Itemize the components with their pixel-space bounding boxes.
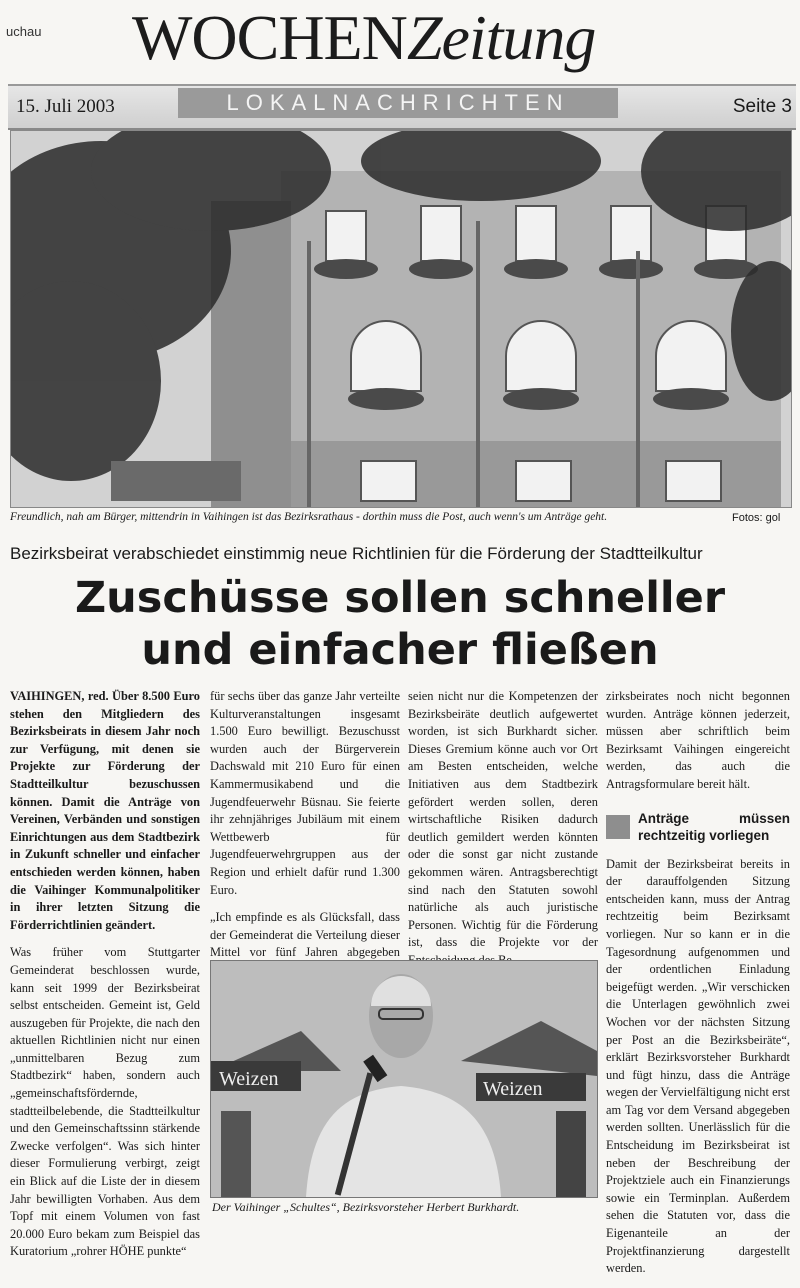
article-column-4 [606, 688, 790, 1288]
masthead [0, 0, 800, 132]
page-number: Seite 3 [732, 96, 792, 117]
issue-date: 15. Juli 2003 [16, 96, 115, 117]
photo-credit: Fotos: gol [732, 512, 781, 524]
town-hall-illustration [11, 131, 791, 507]
article-paragraph: „Ich empfinde es als Glücksfall, dass der Gemeinderat die Verteilung dieser Mittel vor fünf Jahren abgegeben [210, 910, 400, 960]
article-paragraph: seien nicht nur die Kompetenzen der Bezirksbeiräte deutlich aufgewertet worden, ist sich Burkhardt sicher. Dieses Gremium könne auch vor Ort am Besten entscheiden, welche Initiativen aus dem Stadtbezirk gefördert werden sollen, deren wirtschaftliche Risiken dadurch deutlich gemildert werden könnten oder die sonst gar nicht zustande gekommen wären. Antragsberechtigt sind nach den Statuten sowohl natürliche als auch juristische Personen. Wichtig für die Förderung ist, dass die Projekte vor der [408, 689, 598, 950]
town-hall-photo [10, 130, 792, 508]
newspaper-logo [132, 2, 596, 73]
main-photo-caption: Freundlich, nah am Bürger, mittendrin in Vaihingen ist das Bezirksrathaus - dorthin muss die Post, auch wenn's um Anträge geht. [10, 511, 608, 523]
logo-part-1: WOCHEN [132, 2, 407, 73]
article-column-3 [408, 688, 598, 980]
subheading-marker-icon [606, 815, 630, 839]
logo-part-2: Zeitung [406, 2, 596, 73]
article-column-1 [10, 688, 200, 1271]
article-headline [10, 572, 790, 676]
umbrella-text-left: Weizen [219, 1068, 279, 1090]
clipped-edge-text: uchau [6, 24, 42, 39]
article-paragraph: Was früher vom Stuttgarter Gemeinderat beschlossen wurde, kann seit 1999 der Bezirksbeirat selbst entscheiden. Gemeint ist, Geld auszugeben für Projekte, die nach den aktuellen Richtlinien nicht nur einen „unmittelbaren Bezug zum Stadtbezirk“ haben, sondern auch „gemeinschaftsfördernde, stadtteilbelebende, die Stadtteilkultur und den Gemeinschaftssinn stärkende Zwecke verfolgen“. Was sich hinter dieser Formulierung verbirgt, zeigt ein Blick auf die Liste der in diesem Jahr bewilligten Vorhaben. Aus dem Topf mit einem Volumen von fast 20.000 Euro bekam zum Beispiel das Kuratorium „rohrer HÖHE punkte“ [10, 945, 200, 1259]
article-kicker: Bezirksbeirat verabschiedet einstimmig neue Richtlinien für die Förderung der Stadtteilkultur [10, 544, 703, 563]
article-paragraph: für sechs über das ganze Jahr verteilte Kulturveranstaltungen insgesamt 1.500 Euro bewilligt. Bezuschusst wurden auch der Bürgerverein Dachswald mit 210 Euro für einen Kammermusikabend und die Jugendfeuerwehr Büsnau. Sie feierte ihr zehnjähriges Jubiläum mit einem Wettbewerb für Jugendfeuerwehrgruppen aus der Region und erhielt dafür rund 1.300 Euro. [210, 689, 400, 897]
speaker-illustration [211, 961, 597, 1197]
headline-line-1: Zuschüsse sollen schneller [74, 573, 726, 623]
article-paragraph: zirksbeirates noch nicht begonnen wurden. Anträge können jederzeit, müssen aber schriftlich beim Bezirksamt Vaihingen eingereicht werden, das auch die Antragsformulare bereit hält. [606, 689, 790, 791]
speaker-photo [210, 960, 598, 1198]
speaker-photo-caption: Der Vaihinger „Schultes“, Bezirksvorsteher Herbert Burkhardt. [212, 1200, 520, 1214]
date-bar [8, 84, 796, 130]
subheading-text: Anträge müssen rechtzeitig vorliegen [638, 810, 790, 843]
umbrella-text-right: Weizen [483, 1078, 543, 1100]
article-subheading [606, 810, 790, 844]
section-title: LOKALNACHRICHTEN [178, 88, 618, 118]
article-paragraph: Damit der Bezirksbeirat bereits in der darauffolgenden Sitzung entscheiden kann, muss der Antrag rechtzeitig beim Bezirksamt vorliegen. Nur so kann er in die Tagesordnung aufgenommen und der ordentlichen Einladung beigefügt werden. „Wir verschicken die Unterlagen gewöhnlich zwei Wochen vor der nächsten Sitzung per Post an die Bezirksbeiräte“, erklärt Bezirksvorsteher Burkhardt und fügt hinzu, dass die Anträge wegen der Vervielfältigung nicht erst am Tag vor dem Versand abgegeben werden sollten. Unerlässlich für die Entscheidung im Bezirksbeirat ist neben der Beschreibung der Projektziele auch ein Finanzierungs sowie ein Terminplan. Außerdem sehen die Statuten vor, dass die Eigenanteile an der Projektfinanzierung dargestellt werden. [606, 856, 790, 1276]
headline-line-2: und einfacher fließen [141, 625, 659, 675]
article-lead: VAIHINGEN, red. Über 8.500 Euro stehen den Mitgliedern des Bezirksbeirats in diesem Jahr noch zur Verfügung, mit denen sie Projekte zur Förderung der Stadtteilkultur bezuschussen können. Damit die Anträge von Vereinen, Verbänden und sonstigen Einrichtungen aus dem Stadtbezirk in Zukunft schneller und einfacher entschieden werden können, haben die Vaihinger Kommunalpolitiker in ihrer letzten Sitzung die Förderrichtlinien geändert. [10, 689, 200, 932]
